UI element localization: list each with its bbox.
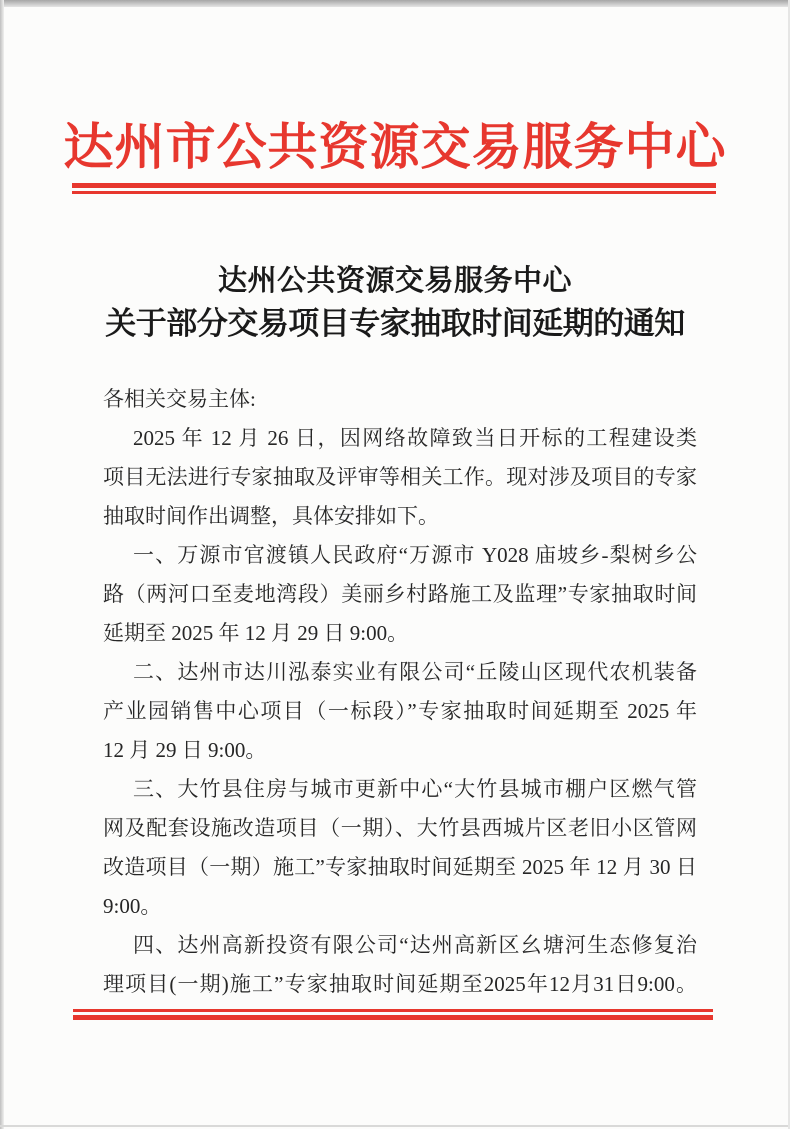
body-line: 四、达州高新投资有限公司“达州高新区幺塘河生态修复治 [133, 933, 697, 957]
divider-thin-line [72, 191, 716, 194]
paragraph-1 [103, 419, 697, 536]
paragraph-4 [103, 770, 697, 926]
body-line: 2025 年 12 月 26 日，因网络故障致当日开标的工程建设类 [133, 426, 697, 450]
body-line: 12 月 29 日 9:00。 [103, 738, 267, 762]
notice-title [0, 260, 790, 346]
body-line: 改造项目（一期）施工”专家抽取时间延期至 2025 年 12 月 30 日 [103, 855, 697, 879]
notice-title-line2: 关于部分交易项目专家抽取时间延期的通知 [105, 306, 685, 341]
body-line: 项目无法进行专家抽取及评审等相关工作。现对涉及项目的专家 [103, 465, 697, 489]
paragraph-5 [103, 926, 697, 1004]
body-line: 一、万源市官渡镇人民政府“万源市 Y028 庙坡乡-梨树乡公 [133, 543, 697, 567]
body-line: 理项目(一期)施工”专家抽取时间延期至2025年12月31日9:00。 [103, 972, 697, 996]
notice-title-line1: 达州公共资源交易服务中心 [217, 265, 572, 297]
paragraph-3 [103, 653, 697, 770]
notice-body [103, 380, 697, 1004]
paragraph-2 [103, 536, 697, 653]
scan-edge-top [0, 0, 790, 7]
letterhead-divider [72, 183, 716, 194]
body-line: 9:00。 [103, 894, 162, 918]
body-line: 路（两河口至麦地湾段）美丽乡村路施工及监理”专家抽取时间 [103, 582, 697, 606]
scan-edge-bottom [0, 1125, 790, 1127]
body-line: 抽取时间作出调整，具体安排如下。 [103, 504, 439, 528]
footer-divider [73, 1009, 713, 1020]
letterhead-org-name: 达州市公共资源交易服务中心 [63, 119, 727, 175]
divider-thick-line [73, 1015, 713, 1020]
body-line: 产业园销售中心项目（一标段）”专家抽取时间延期至 2025 年 [103, 699, 697, 723]
salutation: 各相关交易主体: [103, 387, 256, 411]
body-line: 网及配套设施改造项目（一期）、大竹县西城片区老旧小区管网 [103, 816, 697, 840]
body-line: 三、大竹县住房与城市更新中心“大竹县城市棚户区燃气管 [133, 777, 697, 801]
body-line: 延期至 2025 年 12 月 29 日 9:00。 [103, 621, 409, 645]
body-line: 二、达州市达川泓泰实业有限公司“丘陵山区现代农机装备 [133, 660, 697, 684]
